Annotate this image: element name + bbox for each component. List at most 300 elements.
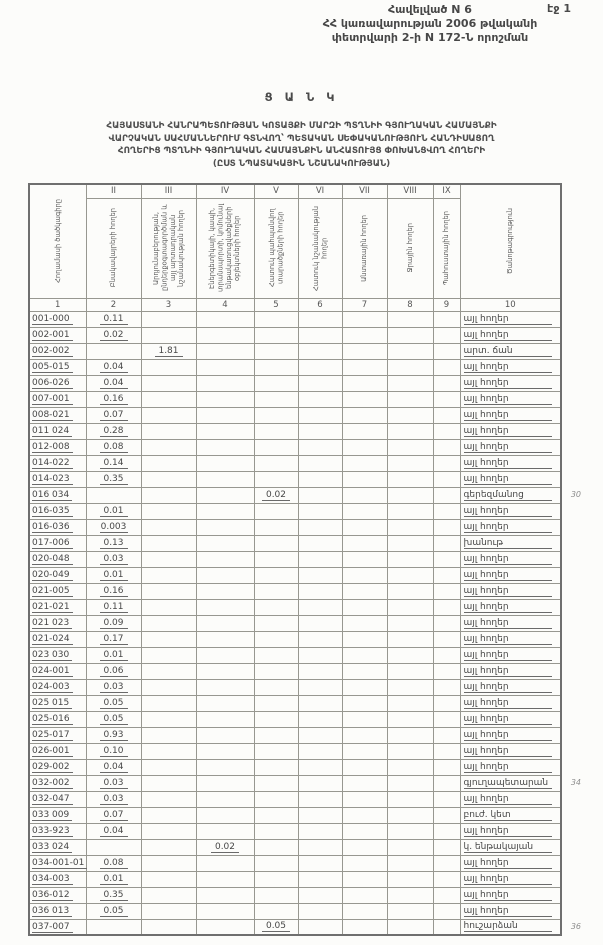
value-cell bbox=[342, 887, 387, 903]
table-row bbox=[29, 679, 561, 695]
value-cell bbox=[387, 743, 433, 759]
value-cell bbox=[342, 535, 387, 551]
parcel-code-cell bbox=[29, 823, 86, 839]
value-cell bbox=[86, 631, 141, 647]
value-cell bbox=[433, 583, 460, 599]
table-row bbox=[29, 839, 561, 855]
value-cell bbox=[254, 647, 298, 663]
parcel-code: 007-001 bbox=[32, 394, 73, 405]
value-cell bbox=[387, 695, 433, 711]
value-cell bbox=[254, 343, 298, 359]
value-cell bbox=[298, 743, 342, 759]
value-cell bbox=[433, 423, 460, 439]
area-value: 0.05 bbox=[262, 921, 290, 932]
column-number: 9 bbox=[433, 298, 460, 311]
table-header bbox=[29, 184, 561, 311]
table-row bbox=[29, 631, 561, 647]
parcel-code-cell bbox=[29, 407, 86, 423]
value-cell bbox=[387, 487, 433, 503]
note-cell bbox=[460, 807, 561, 823]
value-cell bbox=[254, 759, 298, 775]
parcel-code-cell bbox=[29, 775, 86, 791]
area-value: 0.35 bbox=[100, 474, 128, 485]
value-cell bbox=[342, 807, 387, 823]
value-cell bbox=[141, 487, 196, 503]
note-cell bbox=[460, 871, 561, 887]
parcel-code: 012-008 bbox=[32, 442, 73, 453]
note-cell bbox=[460, 615, 561, 631]
area-value: 0.08 bbox=[100, 858, 128, 869]
value-cell bbox=[86, 807, 141, 823]
value-cell bbox=[141, 583, 196, 599]
value-cell bbox=[387, 455, 433, 471]
parcel-code: 008-021 bbox=[32, 410, 73, 421]
value-cell bbox=[433, 519, 460, 535]
column-label-text: Էներգետիկայի, կապի, տրանսպորտի, կոմունալ ենթակառուցվածքների օբյեկտների հողեր bbox=[208, 203, 242, 293]
area-value: 0.04 bbox=[100, 362, 128, 373]
value-cell bbox=[86, 695, 141, 711]
value-cell bbox=[387, 759, 433, 775]
note-cell bbox=[460, 583, 561, 599]
note-cell bbox=[460, 839, 561, 855]
value-cell bbox=[387, 807, 433, 823]
parcel-code: 021-005 bbox=[32, 586, 73, 597]
land-use-note: այլ հողեր bbox=[464, 378, 552, 389]
value-cell bbox=[141, 711, 196, 727]
value-cell bbox=[196, 455, 254, 471]
value-cell bbox=[298, 903, 342, 919]
appendix-line-2: ՀՀ կառավարության 2006 թվականի bbox=[322, 17, 538, 30]
parcel-code-cell bbox=[29, 679, 86, 695]
area-value: 0.09 bbox=[100, 618, 128, 629]
value-cell bbox=[254, 903, 298, 919]
area-value: 0.02 bbox=[262, 490, 290, 501]
value-cell bbox=[86, 615, 141, 631]
parcel-code-cell bbox=[29, 471, 86, 487]
value-cell bbox=[433, 471, 460, 487]
value-cell bbox=[342, 455, 387, 471]
table-row bbox=[29, 903, 561, 919]
value-cell bbox=[298, 551, 342, 567]
parcel-code: 016-036 bbox=[32, 522, 73, 533]
value-cell bbox=[141, 439, 196, 455]
value-cell bbox=[342, 583, 387, 599]
table-row bbox=[29, 727, 561, 743]
value-cell bbox=[196, 887, 254, 903]
table-row bbox=[29, 455, 561, 471]
table-row bbox=[29, 519, 561, 535]
area-value: 0.16 bbox=[100, 394, 128, 405]
value-cell bbox=[196, 439, 254, 455]
value-cell bbox=[433, 903, 460, 919]
value-cell bbox=[433, 663, 460, 679]
value-cell bbox=[254, 471, 298, 487]
value-cell bbox=[141, 423, 196, 439]
value-cell bbox=[141, 599, 196, 615]
value-cell bbox=[433, 919, 460, 935]
area-value: 0.01 bbox=[100, 650, 128, 661]
value-cell bbox=[433, 311, 460, 327]
value-cell bbox=[86, 775, 141, 791]
value-cell bbox=[433, 727, 460, 743]
value-cell bbox=[86, 487, 141, 503]
land-use-note: գերեզմանոց bbox=[464, 490, 552, 501]
value-cell bbox=[433, 615, 460, 631]
value-cell bbox=[387, 375, 433, 391]
value-cell bbox=[298, 583, 342, 599]
value-cell bbox=[342, 871, 387, 887]
land-use-note: այլ հողեր bbox=[464, 426, 552, 437]
column-label bbox=[460, 184, 561, 298]
value-cell bbox=[141, 375, 196, 391]
value-cell bbox=[298, 471, 342, 487]
value-cell bbox=[387, 823, 433, 839]
column-label bbox=[29, 184, 86, 298]
page-number: էջ 1 bbox=[547, 2, 571, 15]
value-cell bbox=[86, 343, 141, 359]
table-row bbox=[29, 807, 561, 823]
value-cell bbox=[254, 567, 298, 583]
value-cell bbox=[298, 663, 342, 679]
table-body bbox=[29, 311, 581, 935]
value-cell bbox=[254, 615, 298, 631]
value-cell bbox=[196, 567, 254, 583]
value-cell bbox=[86, 679, 141, 695]
value-cell bbox=[141, 535, 196, 551]
column-label-text: Ծանոթագրություն bbox=[506, 208, 515, 275]
parcel-code: 032-002 bbox=[32, 778, 73, 789]
value-cell bbox=[141, 631, 196, 647]
value-cell bbox=[433, 695, 460, 711]
value-cell bbox=[298, 407, 342, 423]
value-cell bbox=[298, 679, 342, 695]
parcel-code-cell bbox=[29, 455, 86, 471]
parcel-code: 011 024 bbox=[32, 426, 72, 437]
parcel-code-cell bbox=[29, 519, 86, 535]
area-value: 0.03 bbox=[100, 682, 128, 693]
note-cell bbox=[460, 647, 561, 663]
table-row bbox=[29, 407, 561, 423]
table-row bbox=[29, 663, 561, 679]
value-cell bbox=[342, 711, 387, 727]
value-cell bbox=[298, 919, 342, 935]
column-label bbox=[196, 198, 254, 298]
note-cell bbox=[460, 775, 581, 791]
land-use-note: այլ հողեր bbox=[464, 746, 552, 757]
note-cell bbox=[460, 823, 561, 839]
value-cell bbox=[86, 551, 141, 567]
document-title: Ց Ա Ն Կ bbox=[264, 90, 339, 104]
appendix-line-1: Հավելված N 6 bbox=[388, 3, 472, 16]
appendix-line-3: փետրվարի 2-ի N 172-Ն որոշման bbox=[331, 31, 529, 44]
value-cell bbox=[196, 423, 254, 439]
parcel-code-cell bbox=[29, 615, 86, 631]
value-cell bbox=[254, 455, 298, 471]
value-cell bbox=[196, 727, 254, 743]
value-cell bbox=[141, 759, 196, 775]
land-use-note: այլ հողեր bbox=[464, 890, 552, 901]
value-cell bbox=[342, 679, 387, 695]
value-cell bbox=[196, 311, 254, 327]
table-row bbox=[29, 695, 561, 711]
land-use-note: այլ հողեր bbox=[464, 586, 552, 597]
value-cell bbox=[141, 407, 196, 423]
note-cell bbox=[460, 759, 561, 775]
value-cell bbox=[433, 375, 460, 391]
value-cell bbox=[254, 359, 298, 375]
value-cell bbox=[86, 519, 141, 535]
value-cell bbox=[433, 855, 460, 871]
value-cell bbox=[141, 359, 196, 375]
value-cell bbox=[86, 471, 141, 487]
value-cell bbox=[342, 791, 387, 807]
handwritten-margin-note: 34 bbox=[570, 777, 581, 787]
value-cell bbox=[433, 775, 460, 791]
land-use-note: այլ հողեր bbox=[464, 474, 552, 485]
parcel-code: 033 009 bbox=[32, 810, 72, 821]
column-label-text: Հատուկ նշանակության հողեր bbox=[311, 205, 328, 291]
value-cell bbox=[254, 791, 298, 807]
area-value: 0.03 bbox=[100, 554, 128, 565]
parcel-code-cell bbox=[29, 695, 86, 711]
value-cell bbox=[298, 807, 342, 823]
note-cell bbox=[460, 887, 561, 903]
value-cell bbox=[86, 727, 141, 743]
land-use-note: արտ. ճան bbox=[464, 346, 552, 357]
value-cell bbox=[196, 903, 254, 919]
table-row bbox=[29, 535, 561, 551]
column-label bbox=[254, 198, 298, 298]
value-cell bbox=[342, 599, 387, 615]
parcel-code: 034-003 bbox=[32, 874, 73, 885]
column-label-text: Բնակավայրերի հողեր bbox=[109, 208, 118, 288]
value-cell bbox=[342, 647, 387, 663]
parcel-code-cell bbox=[29, 839, 86, 855]
parcel-code-cell bbox=[29, 743, 86, 759]
parcel-code: 024-003 bbox=[32, 682, 73, 693]
value-cell bbox=[433, 823, 460, 839]
land-use-note: այլ հողեր bbox=[464, 874, 552, 885]
parcel-code: 023 030 bbox=[32, 650, 72, 661]
parcel-code: 021 023 bbox=[32, 618, 72, 629]
value-cell bbox=[254, 775, 298, 791]
value-cell bbox=[342, 359, 387, 375]
value-cell bbox=[387, 663, 433, 679]
land-use-note: այլ հողեր bbox=[464, 794, 552, 805]
handwritten-margin-note: 36 bbox=[570, 921, 581, 931]
value-cell bbox=[298, 855, 342, 871]
table-row bbox=[29, 423, 561, 439]
parcel-code-cell bbox=[29, 727, 86, 743]
value-cell bbox=[342, 391, 387, 407]
area-value: 0.14 bbox=[100, 458, 128, 469]
value-cell bbox=[196, 743, 254, 759]
area-value: 0.07 bbox=[100, 410, 128, 421]
parcel-code-cell bbox=[29, 663, 86, 679]
value-cell bbox=[254, 311, 298, 327]
parcel-code-cell bbox=[29, 807, 86, 823]
value-cell bbox=[86, 887, 141, 903]
column-number: 7 bbox=[342, 298, 387, 311]
value-cell bbox=[298, 327, 342, 343]
value-cell bbox=[86, 647, 141, 663]
value-cell bbox=[387, 775, 433, 791]
value-cell bbox=[433, 791, 460, 807]
parcel-code: 016 034 bbox=[32, 490, 72, 501]
parcel-code: 014-023 bbox=[32, 474, 73, 485]
land-use-note: գյուղապետարան bbox=[464, 778, 552, 789]
title-line-1: ՀԱՅԱՍՏԱՆԻ ՀԱՆՐԱՊԵՏՈՒԹՅԱՆ ԿՈՏԱՅՔԻ ՄԱՐԶԻ ՊՏՂՆԻԻ ԳՅՈՒՂԱԿԱՆ ՀԱՄԱՅՆՔԻ bbox=[106, 121, 497, 131]
value-cell bbox=[196, 807, 254, 823]
note-cell bbox=[460, 855, 561, 871]
value-cell bbox=[254, 375, 298, 391]
parcel-code: 036 013 bbox=[32, 906, 72, 917]
value-cell bbox=[196, 583, 254, 599]
table-row bbox=[29, 439, 561, 455]
value-cell bbox=[196, 647, 254, 663]
value-cell bbox=[254, 727, 298, 743]
value-cell bbox=[86, 759, 141, 775]
value-cell bbox=[298, 311, 342, 327]
value-cell bbox=[433, 503, 460, 519]
value-cell bbox=[387, 919, 433, 935]
column-numeral: VIII bbox=[387, 184, 433, 198]
parcel-code-cell bbox=[29, 343, 86, 359]
value-cell bbox=[342, 839, 387, 855]
value-cell bbox=[86, 903, 141, 919]
note-cell bbox=[460, 695, 561, 711]
note-cell bbox=[460, 711, 561, 727]
parcel-code: 017-006 bbox=[32, 538, 73, 549]
value-cell bbox=[254, 599, 298, 615]
value-cell bbox=[433, 487, 460, 503]
value-cell bbox=[141, 807, 196, 823]
parcel-code-cell bbox=[29, 503, 86, 519]
area-value: 0.03 bbox=[100, 778, 128, 789]
area-value: 0.10 bbox=[100, 746, 128, 757]
value-cell bbox=[141, 327, 196, 343]
value-cell bbox=[298, 375, 342, 391]
value-cell bbox=[298, 711, 342, 727]
value-cell bbox=[254, 711, 298, 727]
value-cell bbox=[141, 775, 196, 791]
value-cell bbox=[387, 327, 433, 343]
value-cell bbox=[196, 855, 254, 871]
note-cell bbox=[460, 503, 561, 519]
area-value: 0.16 bbox=[100, 586, 128, 597]
column-number: 10 bbox=[460, 298, 561, 311]
value-cell bbox=[254, 439, 298, 455]
value-cell bbox=[298, 343, 342, 359]
value-cell bbox=[86, 359, 141, 375]
column-number: 5 bbox=[254, 298, 298, 311]
value-cell bbox=[342, 855, 387, 871]
value-cell bbox=[298, 535, 342, 551]
value-cell bbox=[254, 327, 298, 343]
parcel-code-cell bbox=[29, 903, 86, 919]
area-value: 0.07 bbox=[100, 810, 128, 821]
land-use-note: այլ հողեր bbox=[464, 826, 552, 837]
parcel-code: 016-035 bbox=[32, 506, 73, 517]
value-cell bbox=[196, 775, 254, 791]
value-cell bbox=[196, 679, 254, 695]
value-cell bbox=[298, 727, 342, 743]
value-cell bbox=[433, 631, 460, 647]
table-row bbox=[29, 855, 561, 871]
value-cell bbox=[387, 615, 433, 631]
value-cell bbox=[86, 535, 141, 551]
value-cell bbox=[86, 743, 141, 759]
value-cell bbox=[342, 423, 387, 439]
value-cell bbox=[86, 439, 141, 455]
value-cell bbox=[254, 551, 298, 567]
value-cell bbox=[298, 775, 342, 791]
note-cell bbox=[460, 519, 561, 535]
column-label bbox=[342, 198, 387, 298]
land-use-note: այլ հողեր bbox=[464, 730, 552, 741]
value-cell bbox=[141, 727, 196, 743]
value-cell bbox=[298, 455, 342, 471]
parcel-code-cell bbox=[29, 311, 86, 327]
value-cell bbox=[298, 695, 342, 711]
area-value: 0.02 bbox=[100, 330, 128, 341]
value-cell bbox=[196, 711, 254, 727]
title-line-2: ՎԱՐՉԱԿԱՆ ՍԱՀՄԱՆՆԵՐՈՒՄ ԳՏՆՎՈՂ՝ ՊԵՏԱԿԱՆ ՍԵՓԱԿԱՆՈՒԹՅՈՒՆ ՀԱՆԴԻՍԱՑՈՂ bbox=[108, 133, 495, 144]
value-cell bbox=[298, 487, 342, 503]
value-cell bbox=[298, 423, 342, 439]
column-label-text: Պահուստային հողեր bbox=[442, 210, 451, 286]
value-cell bbox=[254, 839, 298, 855]
value-cell bbox=[254, 855, 298, 871]
land-use-note: այլ հողեր bbox=[464, 714, 552, 725]
note-cell bbox=[460, 743, 561, 759]
column-numeral: V bbox=[254, 184, 298, 198]
parcel-code: 033-923 bbox=[32, 826, 73, 837]
value-cell bbox=[433, 679, 460, 695]
note-cell bbox=[460, 535, 561, 551]
table-row bbox=[29, 343, 561, 359]
value-cell bbox=[196, 343, 254, 359]
note-cell bbox=[460, 599, 561, 615]
parcel-code-cell bbox=[29, 439, 86, 455]
value-cell bbox=[254, 871, 298, 887]
table-row bbox=[29, 759, 561, 775]
table-row bbox=[29, 391, 561, 407]
parcel-code: 014-022 bbox=[32, 458, 73, 469]
parcel-code: 020-048 bbox=[32, 554, 73, 565]
table-row bbox=[29, 311, 561, 327]
value-cell bbox=[141, 791, 196, 807]
value-cell bbox=[342, 663, 387, 679]
value-cell bbox=[387, 311, 433, 327]
note-cell bbox=[460, 679, 561, 695]
value-cell bbox=[196, 631, 254, 647]
value-cell bbox=[433, 711, 460, 727]
value-cell bbox=[387, 551, 433, 567]
value-cell bbox=[254, 823, 298, 839]
column-numeral: VII bbox=[342, 184, 387, 198]
value-cell bbox=[254, 535, 298, 551]
value-cell bbox=[254, 631, 298, 647]
parcel-code-cell bbox=[29, 551, 86, 567]
land-use-note: այլ հողեր bbox=[464, 570, 552, 581]
table-row bbox=[29, 647, 561, 663]
value-cell bbox=[298, 519, 342, 535]
parcel-code-cell bbox=[29, 791, 86, 807]
parcel-code-cell bbox=[29, 535, 86, 551]
column-label-text: Հողամասի ծածկագիրը bbox=[53, 199, 62, 284]
table-row bbox=[29, 823, 561, 839]
